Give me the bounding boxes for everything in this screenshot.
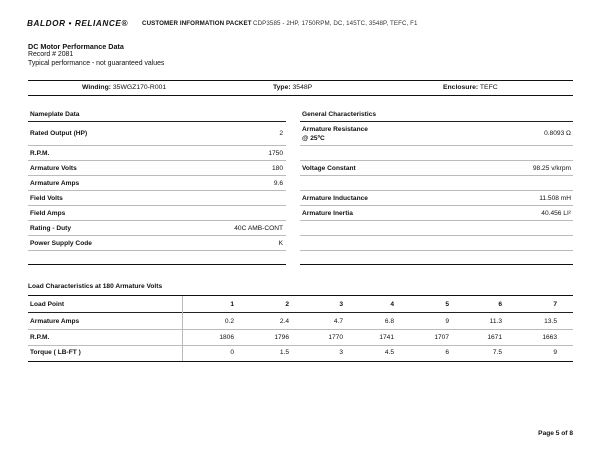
nameplate-label: Field Volts: [30, 195, 63, 202]
general-value: 40.456 LI²: [541, 210, 571, 217]
page-number: Page 5 of 8: [538, 430, 573, 437]
general-value: 98.25 v/krpm: [532, 165, 571, 172]
packet-title: CUSTOMER INFORMATION PACKET: [142, 20, 252, 27]
row-divider: [300, 175, 573, 176]
row-divider: [300, 190, 573, 191]
load-col-header: 5: [445, 301, 449, 308]
row-divider: [28, 345, 573, 346]
nameplate-heading-rule: [28, 121, 286, 122]
general-label: Voltage Constant: [302, 165, 356, 172]
load-cell: 1770: [328, 334, 343, 341]
nameplate-value: 1750: [268, 150, 283, 157]
load-cell: 6.8: [384, 318, 394, 325]
general-label: Armature Inductance: [302, 195, 368, 202]
load-heading: Load Characteristics at 180 Armature Volts: [28, 283, 163, 290]
general-label: Armature Inertia: [302, 210, 353, 217]
performance-note: Typical performance - not guaranteed values: [28, 60, 165, 67]
load-cell: 3: [339, 349, 343, 356]
nameplate-label: Field Amps: [30, 210, 66, 217]
winding-label: Winding:: [82, 84, 112, 91]
row-divider: [300, 250, 573, 251]
load-cell: 1741: [379, 334, 394, 341]
load-bottom-rule: [28, 361, 573, 362]
load-cell: 1796: [274, 334, 289, 341]
general-label: Armature Resistance: [302, 126, 368, 133]
load-cell: 1806: [219, 334, 234, 341]
summary-bottom-rule: [28, 95, 573, 96]
row-divider: [28, 250, 286, 251]
summary-top-rule: [28, 80, 573, 81]
nameplate-heading: Nameplate Data: [30, 111, 80, 118]
row-divider: [28, 145, 286, 146]
row-divider: [300, 205, 573, 206]
row-divider: [28, 329, 573, 330]
load-col-header: 7: [553, 301, 557, 308]
catalog-description: CDP3585 - 2HP, 1750RPM, DC, 145TC, 3548P, TEFC, F1: [253, 20, 418, 27]
record-number: Record # 2081: [28, 51, 74, 58]
load-cell: 11.3: [489, 318, 502, 325]
load-cell: 2.4: [279, 318, 289, 325]
load-cell: 0.2: [224, 318, 234, 325]
load-col-header: 1: [230, 301, 234, 308]
load-row-label: R.P.M.: [30, 334, 50, 341]
nameplate-label: Rated Output (HP): [30, 130, 88, 137]
row-divider: [28, 220, 286, 221]
load-col-header: 6: [498, 301, 502, 308]
type-field: [273, 84, 312, 91]
general-value: 11.508 mH: [539, 195, 571, 202]
load-cell: 1671: [487, 334, 502, 341]
nameplate-value: K: [278, 240, 283, 247]
row-divider: [300, 160, 573, 161]
load-cell: 13.5: [544, 318, 557, 325]
type-value: 3548P: [292, 84, 313, 91]
general-heading-rule: [300, 121, 573, 122]
load-column-divider: [182, 296, 183, 361]
row-divider: [28, 190, 286, 191]
brand-logo: BALDOR • RELIANCE®: [27, 19, 129, 28]
load-cell: 1.5: [279, 349, 289, 356]
row-divider: [300, 235, 573, 236]
load-cell: 1707: [434, 334, 449, 341]
load-cell: 7.5: [492, 349, 502, 356]
load-cell: 9: [445, 318, 449, 325]
load-col-header: Load Point: [30, 301, 65, 308]
nameplate-label: Power Supply Code: [30, 240, 92, 247]
load-row-label: Torque ( LB-FT ): [30, 349, 81, 356]
load-col-header: 2: [285, 301, 289, 308]
load-cell: 4.7: [333, 318, 343, 325]
type-label: Type:: [273, 84, 291, 91]
nameplate-label: Rating - Duty: [30, 225, 72, 232]
load-cell: 4.5: [384, 349, 394, 356]
load-header-rule: [28, 312, 573, 313]
row-divider: [28, 160, 286, 161]
nameplate-value: 40C AMB-CONT: [234, 225, 283, 232]
winding-value: 35WGZ170-R001: [112, 84, 167, 91]
row-divider: [28, 235, 286, 236]
load-col-header: 4: [390, 301, 394, 308]
nameplate-label: R.P.M.: [30, 150, 50, 157]
nameplate-label: Armature Amps: [30, 180, 80, 187]
enclosure-label: Enclosure:: [443, 84, 479, 91]
general-heading: General Characteristics: [302, 111, 377, 118]
row-divider: [300, 220, 573, 221]
winding-field: [82, 84, 166, 91]
nameplate-label: Armature Volts: [30, 165, 77, 172]
nameplate-value: 9.6: [273, 180, 283, 187]
document-title: DC Motor Performance Data: [28, 42, 124, 51]
load-cell: 0: [230, 349, 234, 356]
enclosure-field: [443, 84, 498, 91]
general-bottom-rule: [300, 264, 573, 265]
load-cell: 9: [553, 349, 557, 356]
row-divider: [28, 175, 286, 176]
load-top-rule: [28, 295, 573, 296]
row-divider: [28, 205, 286, 206]
load-cell: 6: [445, 349, 449, 356]
nameplate-value: 180: [271, 165, 283, 172]
enclosure-value: TEFC: [479, 84, 498, 91]
load-cell: 1663: [542, 334, 557, 341]
load-row-label: Armature Amps: [30, 318, 80, 325]
load-col-header: 3: [339, 301, 343, 308]
nameplate-bottom-rule: [28, 264, 286, 265]
general-label-line2: @ 25ºC: [302, 135, 325, 142]
row-divider: [300, 145, 573, 146]
general-value: 0.8093 Ω: [544, 130, 571, 137]
nameplate-value: 2: [279, 130, 283, 137]
